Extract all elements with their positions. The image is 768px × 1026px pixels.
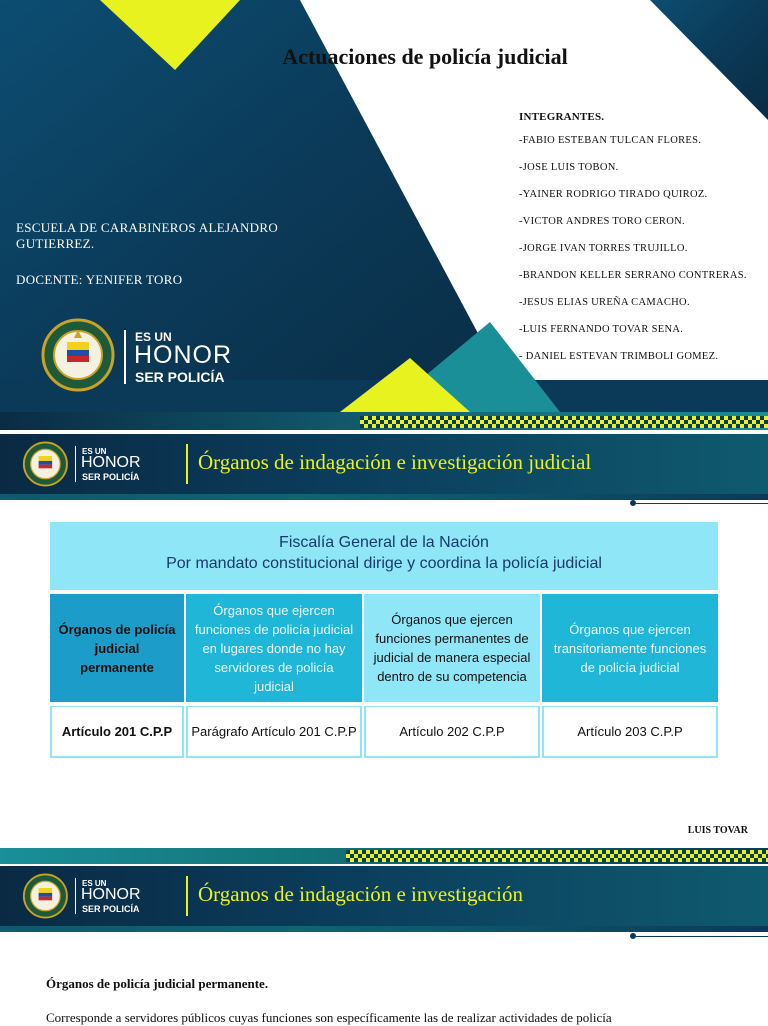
logo-text-line2: HONOR: [81, 886, 141, 903]
table-header-line1: Fiscalía General de la Nación: [279, 534, 489, 551]
slide3-header-band: [0, 866, 768, 926]
logo-text-line2: HONOR: [134, 341, 233, 369]
logo-divider: [75, 878, 76, 914]
table-cell: Artículo 202 C.P.P: [364, 706, 540, 758]
decorative-line: [636, 503, 768, 504]
members-list: [519, 111, 747, 378]
logo-divider: [75, 446, 76, 482]
logo-text-line3: SER POLICÍA: [82, 904, 140, 914]
cover-slide: [0, 0, 768, 430]
section-subheading: Órganos de policía judicial permanente.: [46, 976, 269, 991]
decorative-line: [636, 936, 768, 937]
police-shield-icon: [22, 873, 70, 919]
member-item: - DANIEL ESTEVAN TRIMBOLI GOMEZ.: [519, 351, 719, 362]
table-cell: Artículo 203 C.P.P: [542, 706, 718, 758]
school-name: ESCUELA DE CARABINEROS ALEJANDRO GUTIERREZ.: [16, 220, 279, 251]
body-paragraph: Corresponde a servidores públicos cuyas funciones son específicamente las de realizar actividades de policía: [46, 1010, 612, 1025]
table-header: [50, 522, 718, 590]
table-column-header: Órganos que ejercen funciones de policía judicial en lugares donde no hay servidores de policía judicial: [186, 594, 362, 702]
slide3-title: Órganos de indagación e investigación: [198, 882, 524, 906]
slide2-header-stripe: [0, 494, 768, 500]
police-shield-icon: [22, 441, 70, 487]
cover-title: Actuaciones de policía judicial: [282, 44, 568, 69]
member-item: -LUIS FERNANDO TOVAR SENA.: [519, 324, 684, 335]
table-header-line2: Por mandato constitucional dirige y coordina la policía judicial: [166, 555, 602, 572]
police-shield-icon: [40, 318, 118, 392]
table-column-header: Órganos que ejercen funciones permanentes de judicial de manera especial dentro de su competencia: [364, 594, 540, 702]
members-heading: INTEGRANTES.: [519, 111, 605, 123]
member-item: -JORGE IVAN TORRES TRUJILLO.: [519, 243, 688, 254]
slide2-title: Órganos de indagación e investigación judicial: [198, 450, 592, 474]
member-item: -BRANDON KELLER SERRANO CONTRERAS.: [519, 270, 747, 281]
member-item: -VICTOR ANDRES TORO CERON.: [519, 216, 685, 227]
table-column-header: Órganos que ejercen transitoriamente funciones de policía judicial: [542, 594, 718, 702]
header-separator: [186, 444, 188, 484]
member-item: -FABIO ESTEBAN TULCAN FLORES.: [519, 135, 702, 146]
slide3-header-stripe: [0, 926, 768, 932]
member-item: -YAINER RODRIGO TIRADO QUIROZ.: [519, 189, 708, 200]
checker-pattern: [360, 416, 768, 428]
logo-divider: [124, 330, 126, 384]
table-column-header: Órganos de policía judicial permanente: [50, 594, 184, 702]
table-cell: Artículo 201 C.P.P: [50, 706, 184, 758]
logo-text-line3: SER POLICÍA: [82, 472, 140, 482]
teacher-name: DOCENTE: YENIFER TORO: [16, 272, 183, 287]
member-item: -JOSE LUIS TOBON.: [519, 162, 619, 173]
logo-text-line2: HONOR: [81, 454, 141, 471]
header-separator: [186, 876, 188, 916]
logo-text-line1: ES UN: [82, 447, 107, 456]
organs-table: [50, 522, 718, 762]
slide2-header-band: [0, 434, 768, 494]
table-cell: Parágrafo Artículo 201 C.P.P: [186, 706, 362, 758]
logo-text-line3: SER POLICÍA: [135, 369, 225, 385]
logo-text-line1: ES UN: [135, 330, 172, 344]
logo-text-line1: ES UN: [82, 879, 107, 888]
checker-pattern: [346, 850, 768, 862]
corner-shape-top-right: [650, 0, 768, 120]
slide-author: LUIS TOVAR: [687, 825, 748, 836]
member-item: -JESUS ELIAS UREÑA CAMACHO.: [519, 297, 690, 308]
